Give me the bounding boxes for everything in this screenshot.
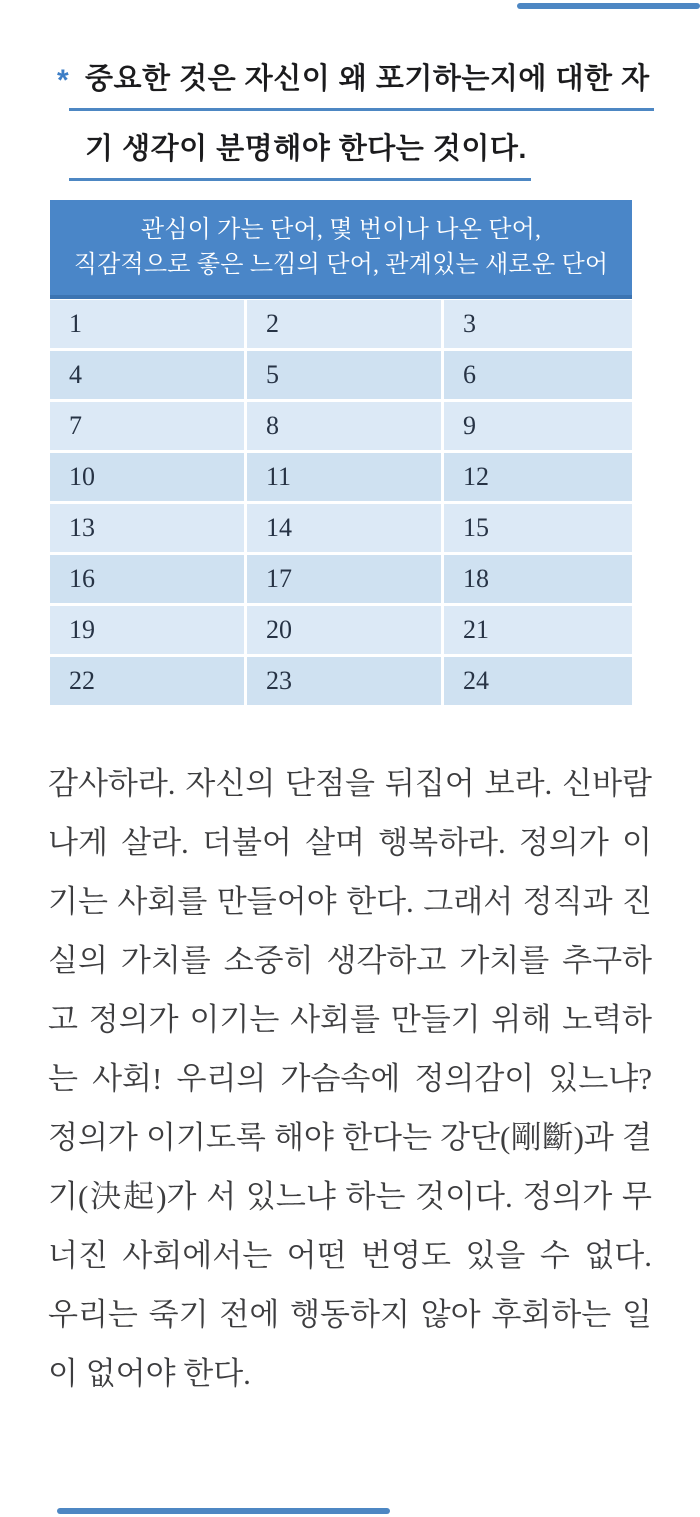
paragraph-line-6: 는 사회! 우리의 가슴속에 정의감이 있느냐? bbox=[48, 1061, 652, 1096]
paragraph-line-3: 기는 사회를 만들어야 한다. 그래서 정직과 진 bbox=[48, 884, 652, 919]
table-cell-8: 8 bbox=[247, 402, 441, 450]
highlight-line-2: 기 생각이 분명해야 한다는 것이다. bbox=[69, 126, 531, 181]
paragraph-line-8: 기(決起)가 서 있느냐 하는 것이다. 정의가 무 bbox=[48, 1179, 652, 1214]
paragraph-line-1: 감사하라. 자신의 단점을 뒤집어 보라. 신바람 bbox=[48, 766, 652, 801]
table-cell-5: 5 bbox=[247, 351, 441, 399]
table-cell-1: 1 bbox=[50, 300, 244, 348]
table-cell-6: 6 bbox=[444, 351, 632, 399]
paragraph-line-5: 고 정의가 이기는 사회를 만들기 위해 노력하 bbox=[48, 1002, 652, 1037]
table-cell-11: 11 bbox=[247, 453, 441, 501]
word-table-header-line-2: 직감적으로 좋은 느낌의 단어, 관계있는 새로운 단어 bbox=[73, 252, 609, 278]
word-table bbox=[50, 200, 632, 705]
table-cell-4: 4 bbox=[50, 351, 244, 399]
table-cell-18: 18 bbox=[444, 555, 632, 603]
cropped-underline-fragment-bottom bbox=[57, 1508, 390, 1514]
table-cell-23: 23 bbox=[247, 657, 441, 705]
table-cell-14: 14 bbox=[247, 504, 441, 552]
table-cell-7: 7 bbox=[50, 402, 244, 450]
paragraph-line-9: 너진 사회에서는 어떤 번영도 있을 수 없다. bbox=[48, 1238, 652, 1273]
table-cell-15: 15 bbox=[444, 504, 632, 552]
paragraph-line-10: 우리는 죽기 전에 행동하지 않아 후회하는 일 bbox=[48, 1297, 652, 1332]
paragraph-line-7: 정의가 이기도록 해야 한다는 강단(剛斷)과 결 bbox=[48, 1120, 652, 1155]
table-cell-13: 13 bbox=[50, 504, 244, 552]
table-cell-19: 19 bbox=[50, 606, 244, 654]
word-table-header-line-1: 관심이 가는 단어, 몇 번이나 나온 단어, bbox=[140, 217, 542, 243]
cropped-underline-fragment-top bbox=[517, 3, 700, 9]
paragraph-line-2: 나게 살라. 더불어 살며 행복하라. 정의가 이 bbox=[48, 825, 652, 860]
table-cell-3: 3 bbox=[444, 300, 632, 348]
table-cell-21: 21 bbox=[444, 606, 632, 654]
table-cell-16: 16 bbox=[50, 555, 244, 603]
table-cell-17: 17 bbox=[247, 555, 441, 603]
table-cell-10: 10 bbox=[50, 453, 244, 501]
table-cell-9: 9 bbox=[444, 402, 632, 450]
table-cell-12: 12 bbox=[444, 453, 632, 501]
table-cell-20: 20 bbox=[247, 606, 441, 654]
highlighted-sentence bbox=[57, 56, 667, 181]
word-table-header bbox=[50, 200, 632, 299]
asterisk-marker: * bbox=[57, 64, 69, 97]
table-cell-24: 24 bbox=[444, 657, 632, 705]
body-paragraph bbox=[48, 754, 652, 1403]
table-cell-2: 2 bbox=[247, 300, 441, 348]
word-table-body bbox=[50, 300, 632, 705]
paragraph-line-4: 실의 가치를 소중히 생각하고 가치를 추구하 bbox=[48, 943, 652, 978]
table-cell-22: 22 bbox=[50, 657, 244, 705]
paragraph-line-11: 이 없어야 한다. bbox=[48, 1356, 251, 1391]
highlight-line-1: 중요한 것은 자신이 왜 포기하는지에 대한 자 bbox=[69, 56, 654, 111]
